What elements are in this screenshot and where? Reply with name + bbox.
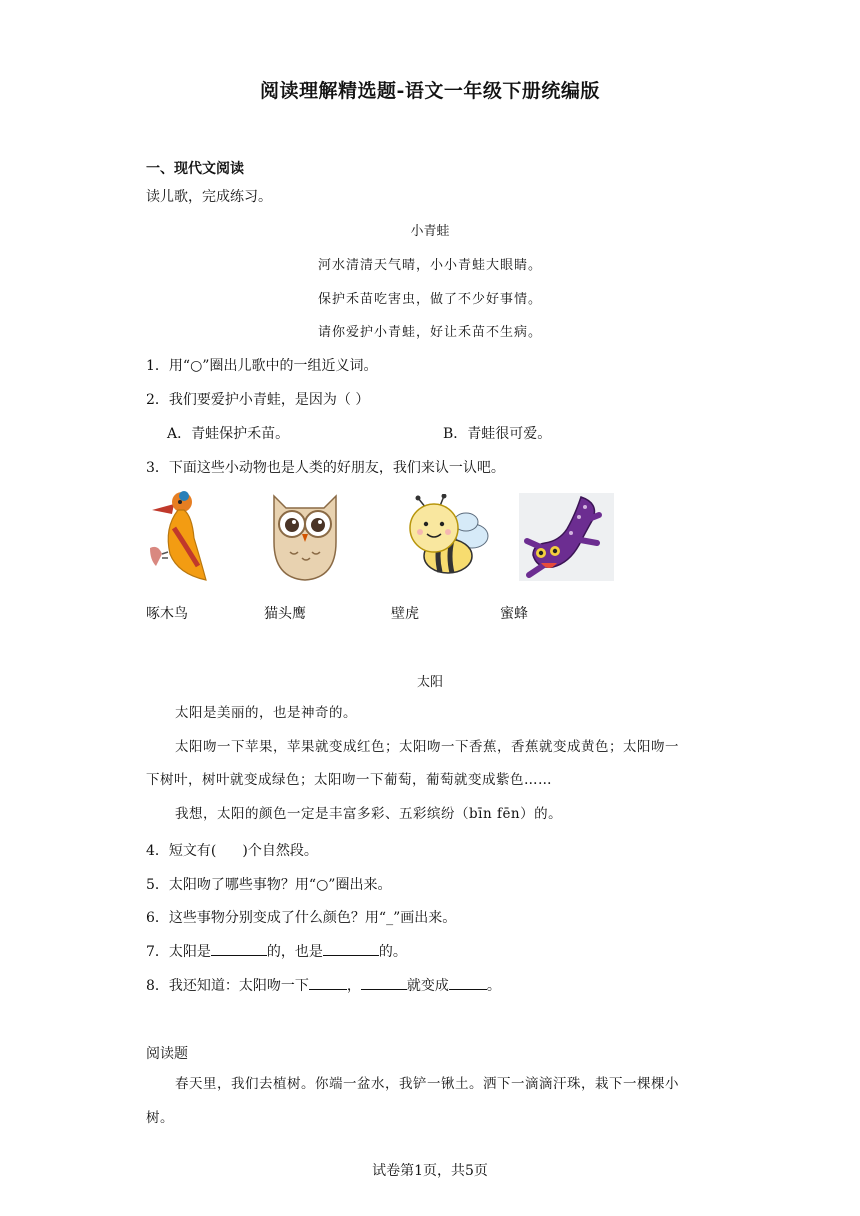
essay-paragraph: 太阳是美丽的，也是神奇的。 bbox=[175, 705, 357, 721]
woodpecker-image bbox=[144, 488, 212, 584]
poem-line: 河水清清天气晴，小小青蛙大眼睛。 bbox=[317, 258, 542, 273]
owl-image bbox=[268, 492, 342, 582]
animal-caption: 壁虎 bbox=[391, 606, 419, 622]
animal-caption: 猫头鹰 bbox=[264, 606, 306, 622]
essay-title: 太阳 bbox=[416, 675, 443, 690]
question-text: 我们要爱护小青蛙，是因为（ ） bbox=[168, 392, 370, 408]
poem-line: 保护禾苗吃害虫，做了不少好事情。 bbox=[317, 292, 542, 307]
essay-paragraph: 我想，太阳的颜色一定是丰富多彩、五彩缤纷（bīn fēn）的。 bbox=[175, 806, 563, 822]
poem-title: 小青蛙 bbox=[410, 224, 450, 239]
gecko-image bbox=[519, 493, 614, 581]
question-text: 太阳是 bbox=[168, 944, 211, 960]
question-6 bbox=[146, 907, 456, 927]
reading-heading: 阅读题 bbox=[146, 1046, 188, 1062]
option-a: A．青蛙保护禾苗。 bbox=[167, 426, 290, 442]
question-4 bbox=[146, 840, 318, 860]
essay-paragraph-continued: 下树叶，树叶就变成绿色；太阳吻一下葡萄，葡萄就变成紫色…… bbox=[146, 772, 552, 788]
answer-blank[interactable] bbox=[211, 941, 267, 956]
section-instruction: 读儿歌，完成练习。 bbox=[146, 189, 272, 205]
answer-blank[interactable] bbox=[449, 975, 487, 990]
question-text: 这些事物分别变成了什么颜色？用“_”画出来。 bbox=[168, 910, 457, 926]
question-text: )个自然段。 bbox=[242, 843, 318, 859]
answer-blank[interactable] bbox=[361, 975, 407, 990]
question-5 bbox=[146, 874, 391, 894]
reading-paragraph: 春天里，我们去植树。你端一盆水，我铲一锹土。洒下一滴滴汗珠，栽下一棵棵小 bbox=[175, 1076, 679, 1092]
question-text: 我还知道：太阳吻一下 bbox=[168, 978, 309, 994]
question-number: 2． bbox=[146, 392, 169, 408]
question-8 bbox=[146, 975, 501, 995]
question-number: 7． bbox=[146, 944, 169, 960]
question-text: 的。 bbox=[378, 944, 407, 960]
question-1 bbox=[146, 355, 377, 375]
question-text: 太阳吻了哪些事物？用“○”圈出来。 bbox=[168, 877, 392, 893]
reading-paragraph-continued: 树。 bbox=[146, 1110, 174, 1126]
question-3 bbox=[146, 457, 505, 477]
essay-paragraph: 太阳吻一下苹果，苹果就变成红色；太阳吻一下香蕉，香蕉就变成黄色；太阳吻一 bbox=[175, 739, 679, 755]
question-text: 就变成 bbox=[406, 978, 449, 994]
section-heading: 一、现代文阅读 bbox=[146, 161, 244, 177]
question-text: 用“○”圈出儿歌中的一组近义词。 bbox=[168, 358, 378, 374]
document-title: 阅读理解精选题-语文一年级下册统编版 bbox=[260, 80, 600, 102]
answer-blank[interactable] bbox=[309, 975, 347, 990]
question-7 bbox=[146, 941, 407, 961]
animal-caption: 啄木鸟 bbox=[146, 606, 188, 622]
question-text: 。 bbox=[486, 978, 501, 994]
question-number: 1． bbox=[146, 358, 169, 374]
question-number: 8． bbox=[146, 978, 169, 994]
page-footer: 试卷第1页，共5页 bbox=[372, 1163, 488, 1179]
question-text: 短文有( bbox=[168, 843, 217, 859]
question-text: 的，也是 bbox=[266, 944, 323, 960]
question-number: 5． bbox=[146, 877, 169, 893]
option-b: B．青蛙很可爱。 bbox=[443, 426, 552, 442]
animal-caption: 蜜蜂 bbox=[500, 606, 528, 622]
answer-blank[interactable] bbox=[323, 941, 379, 956]
poem-line: 请你爱护小青蛙，好让禾苗不生病。 bbox=[317, 325, 542, 340]
question-text: ， bbox=[346, 978, 361, 994]
question-text: 下面这些小动物也是人类的好朋友，我们来认一认吧。 bbox=[168, 460, 505, 476]
question-number: 4． bbox=[146, 843, 169, 859]
question-2 bbox=[146, 389, 369, 409]
bee-image bbox=[400, 494, 490, 580]
question-number: 6． bbox=[146, 910, 169, 926]
question-number: 3． bbox=[146, 460, 169, 476]
